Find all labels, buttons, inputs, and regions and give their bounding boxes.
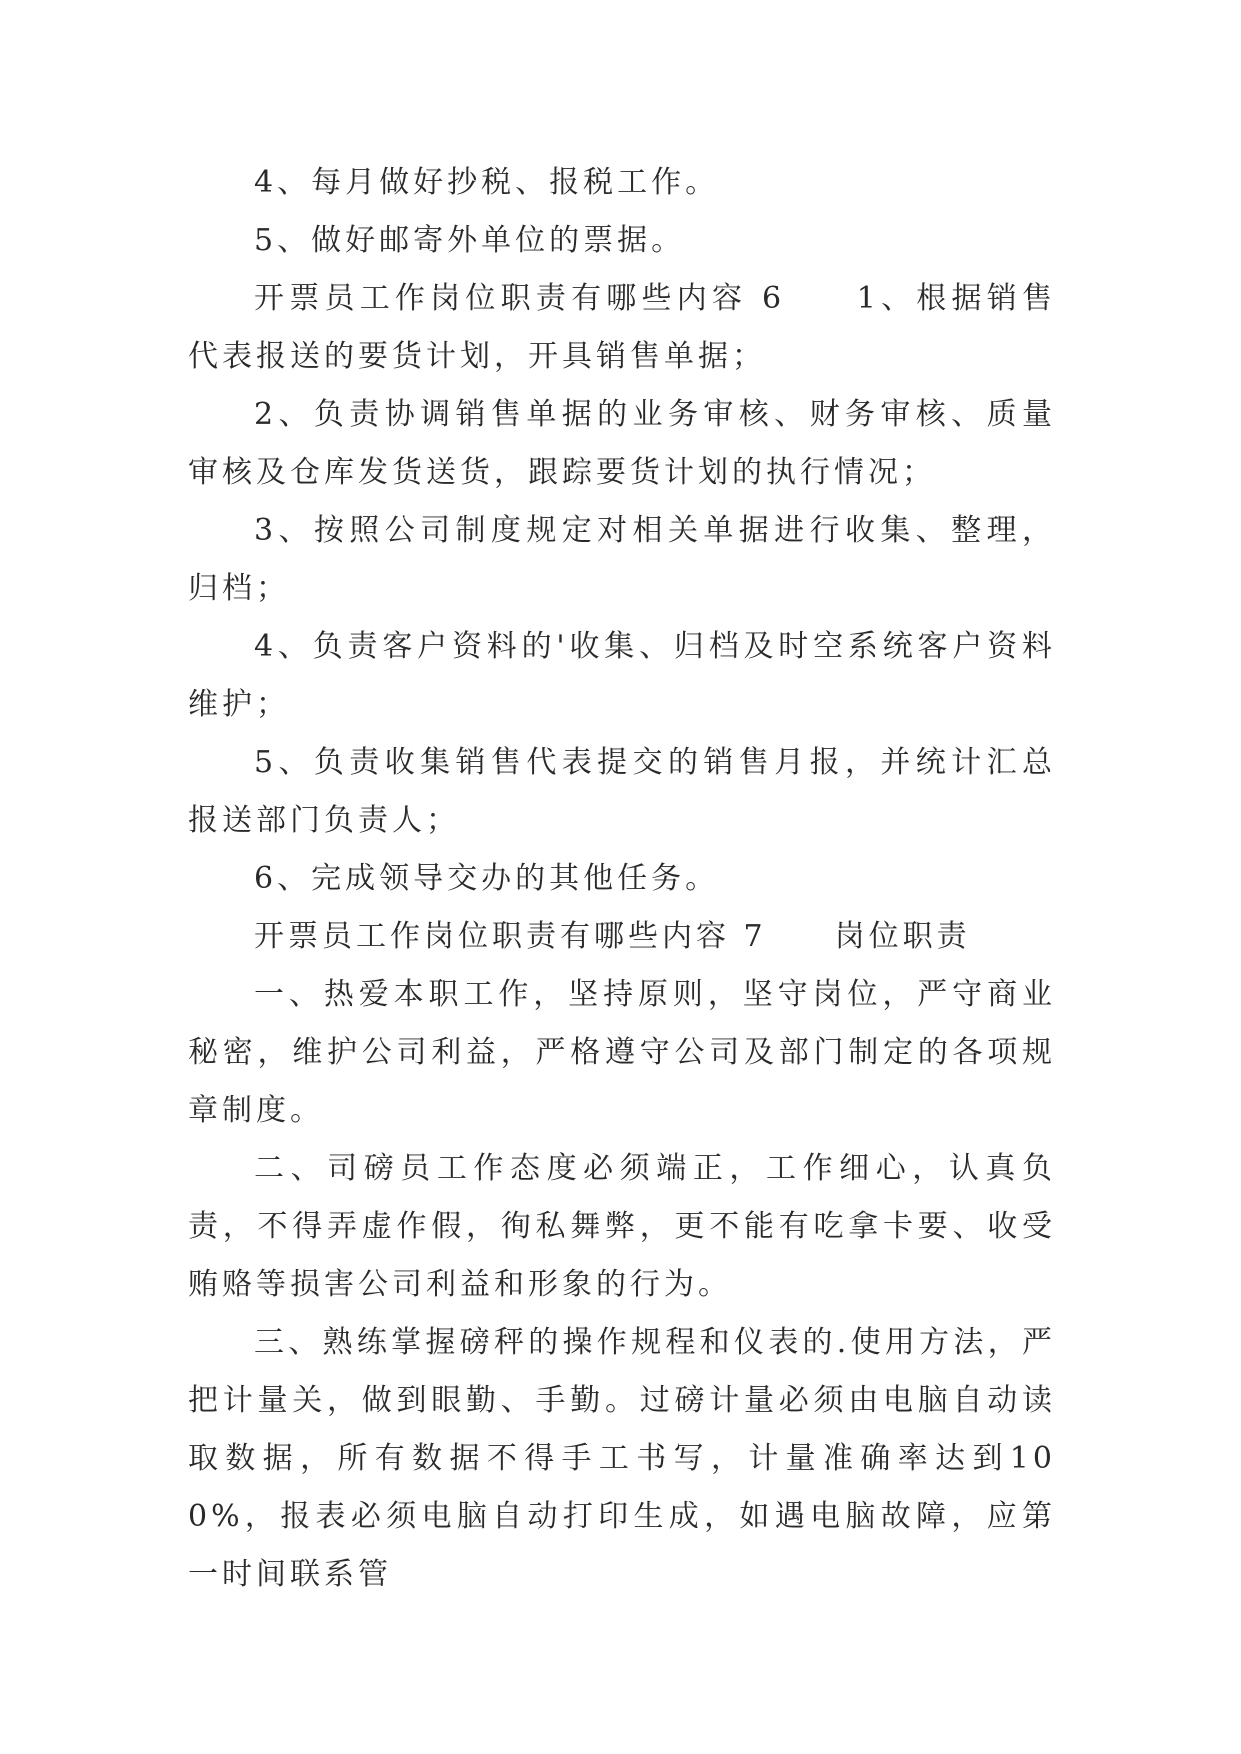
paragraph: 2、负责协调销售单据的业务审核、财务审核、质量审核及仓库发货送货，跟踪要货计划的执行情况；: [188, 397, 1056, 490]
paragraph: 6、完成领导交办的其他任务。: [254, 861, 720, 896]
paragraph: 二、司磅员工作态度必须端正，工作细心，认真负责，不得弄虚作假，徇私舞弊，更不能有吃拿卡要、收受贿赂等损害公司利益和形象的行为。: [188, 1151, 1056, 1302]
paragraph: 三、熟练掌握磅秤的操作规程和仪表的.使用方法，严把计量关，做到眼勤、手勤。过磅计量必须由电脑自动读取数据，所有数据不得手工书写，计量准确率达到100%，报表必须电脑自动打印生成，如遇电脑故障，应第一时间联系管: [188, 1325, 1056, 1592]
paragraph: 一、热爱本职工作，坚持原则，坚守岗位，严守商业秘密，维护公司利益，严格遵守公司及部门制定的各项规章制度。: [188, 977, 1056, 1128]
paragraph: 4、每月做好抄税、报税工作。: [254, 165, 720, 200]
section-heading-paragraph: 开票员工作岗位职责有哪些内容 7 岗位职责: [254, 919, 971, 954]
paragraph: 4、负责客户资料的'收集、归档及时空系统客户资料维护；: [188, 629, 1056, 722]
paragraph: 5、负责收集销售代表提交的销售月报，并统计汇总报送部门负责人；: [188, 745, 1056, 838]
paragraph: 5、做好邮寄外单位的票据。: [254, 223, 686, 258]
paragraph: 3、按照公司制度规定对相关单据进行收集、整理，归档；: [188, 513, 1056, 606]
section-heading-paragraph: 开票员工作岗位职责有哪些内容 6 1、根据销售代表报送的要货计划，开具销售单据；: [188, 281, 1056, 374]
document-body: [188, 154, 1056, 1604]
